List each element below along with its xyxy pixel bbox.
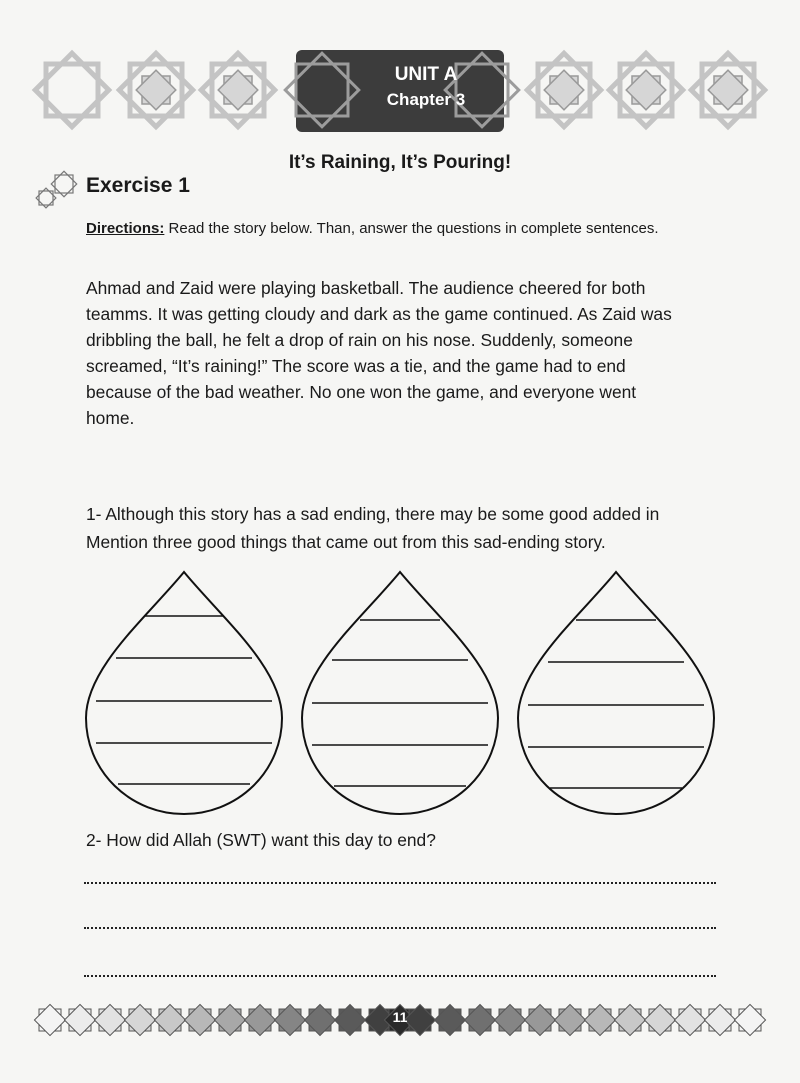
page-title: It’s Raining, It’s Pouring! bbox=[288, 152, 512, 173]
directions-label: Directions: bbox=[86, 220, 165, 237]
story-line: because of the bad weather. No one won the game, and everyone went bbox=[86, 382, 637, 402]
raindrop-answer-box-3[interactable] bbox=[514, 568, 718, 816]
story-line: dribbling the ball, he felt a drop of rain on his nose. Suddenly, someone bbox=[86, 330, 633, 350]
page-number: 11 bbox=[392, 1009, 408, 1025]
story-line: Ahmad and Zaid were playing basketball. The audience cheered for both bbox=[86, 278, 646, 298]
exercise-title: Exercise 1 bbox=[86, 174, 190, 197]
unit-label: UNIT A bbox=[394, 64, 458, 85]
unit-heading bbox=[326, 52, 526, 130]
story-line: teamms. It was getting cloudy and dark as the game continued. As Zaid was bbox=[86, 304, 672, 324]
raindrop-answer-box-1[interactable] bbox=[82, 568, 286, 816]
directions-text: Read the story below. Than, answer the questions in complete sentences. bbox=[164, 220, 659, 237]
answer-line[interactable] bbox=[84, 882, 716, 884]
answer-line[interactable] bbox=[84, 975, 716, 977]
question-1-line: Mention three good things that came out from this sad-ending story. bbox=[86, 532, 606, 552]
question-2: 2- How did Allah (SWT) want this day to end? bbox=[86, 830, 436, 850]
directions bbox=[86, 220, 659, 237]
flower-icon bbox=[34, 168, 78, 212]
answer-line[interactable] bbox=[84, 927, 716, 929]
raindrop-answer-box-2[interactable] bbox=[298, 568, 502, 816]
story-text bbox=[86, 275, 726, 431]
story-line: screamed, “It’s raining!” The score was a tie, and the game had to end bbox=[86, 356, 626, 376]
question-1-line: 1- Although this story has a sad ending, there may be some good added in bbox=[86, 504, 660, 524]
chapter-label: Chapter 3 bbox=[386, 90, 466, 109]
question-1 bbox=[86, 500, 736, 556]
story-line: home. bbox=[86, 408, 135, 428]
header-banner bbox=[30, 42, 770, 142]
